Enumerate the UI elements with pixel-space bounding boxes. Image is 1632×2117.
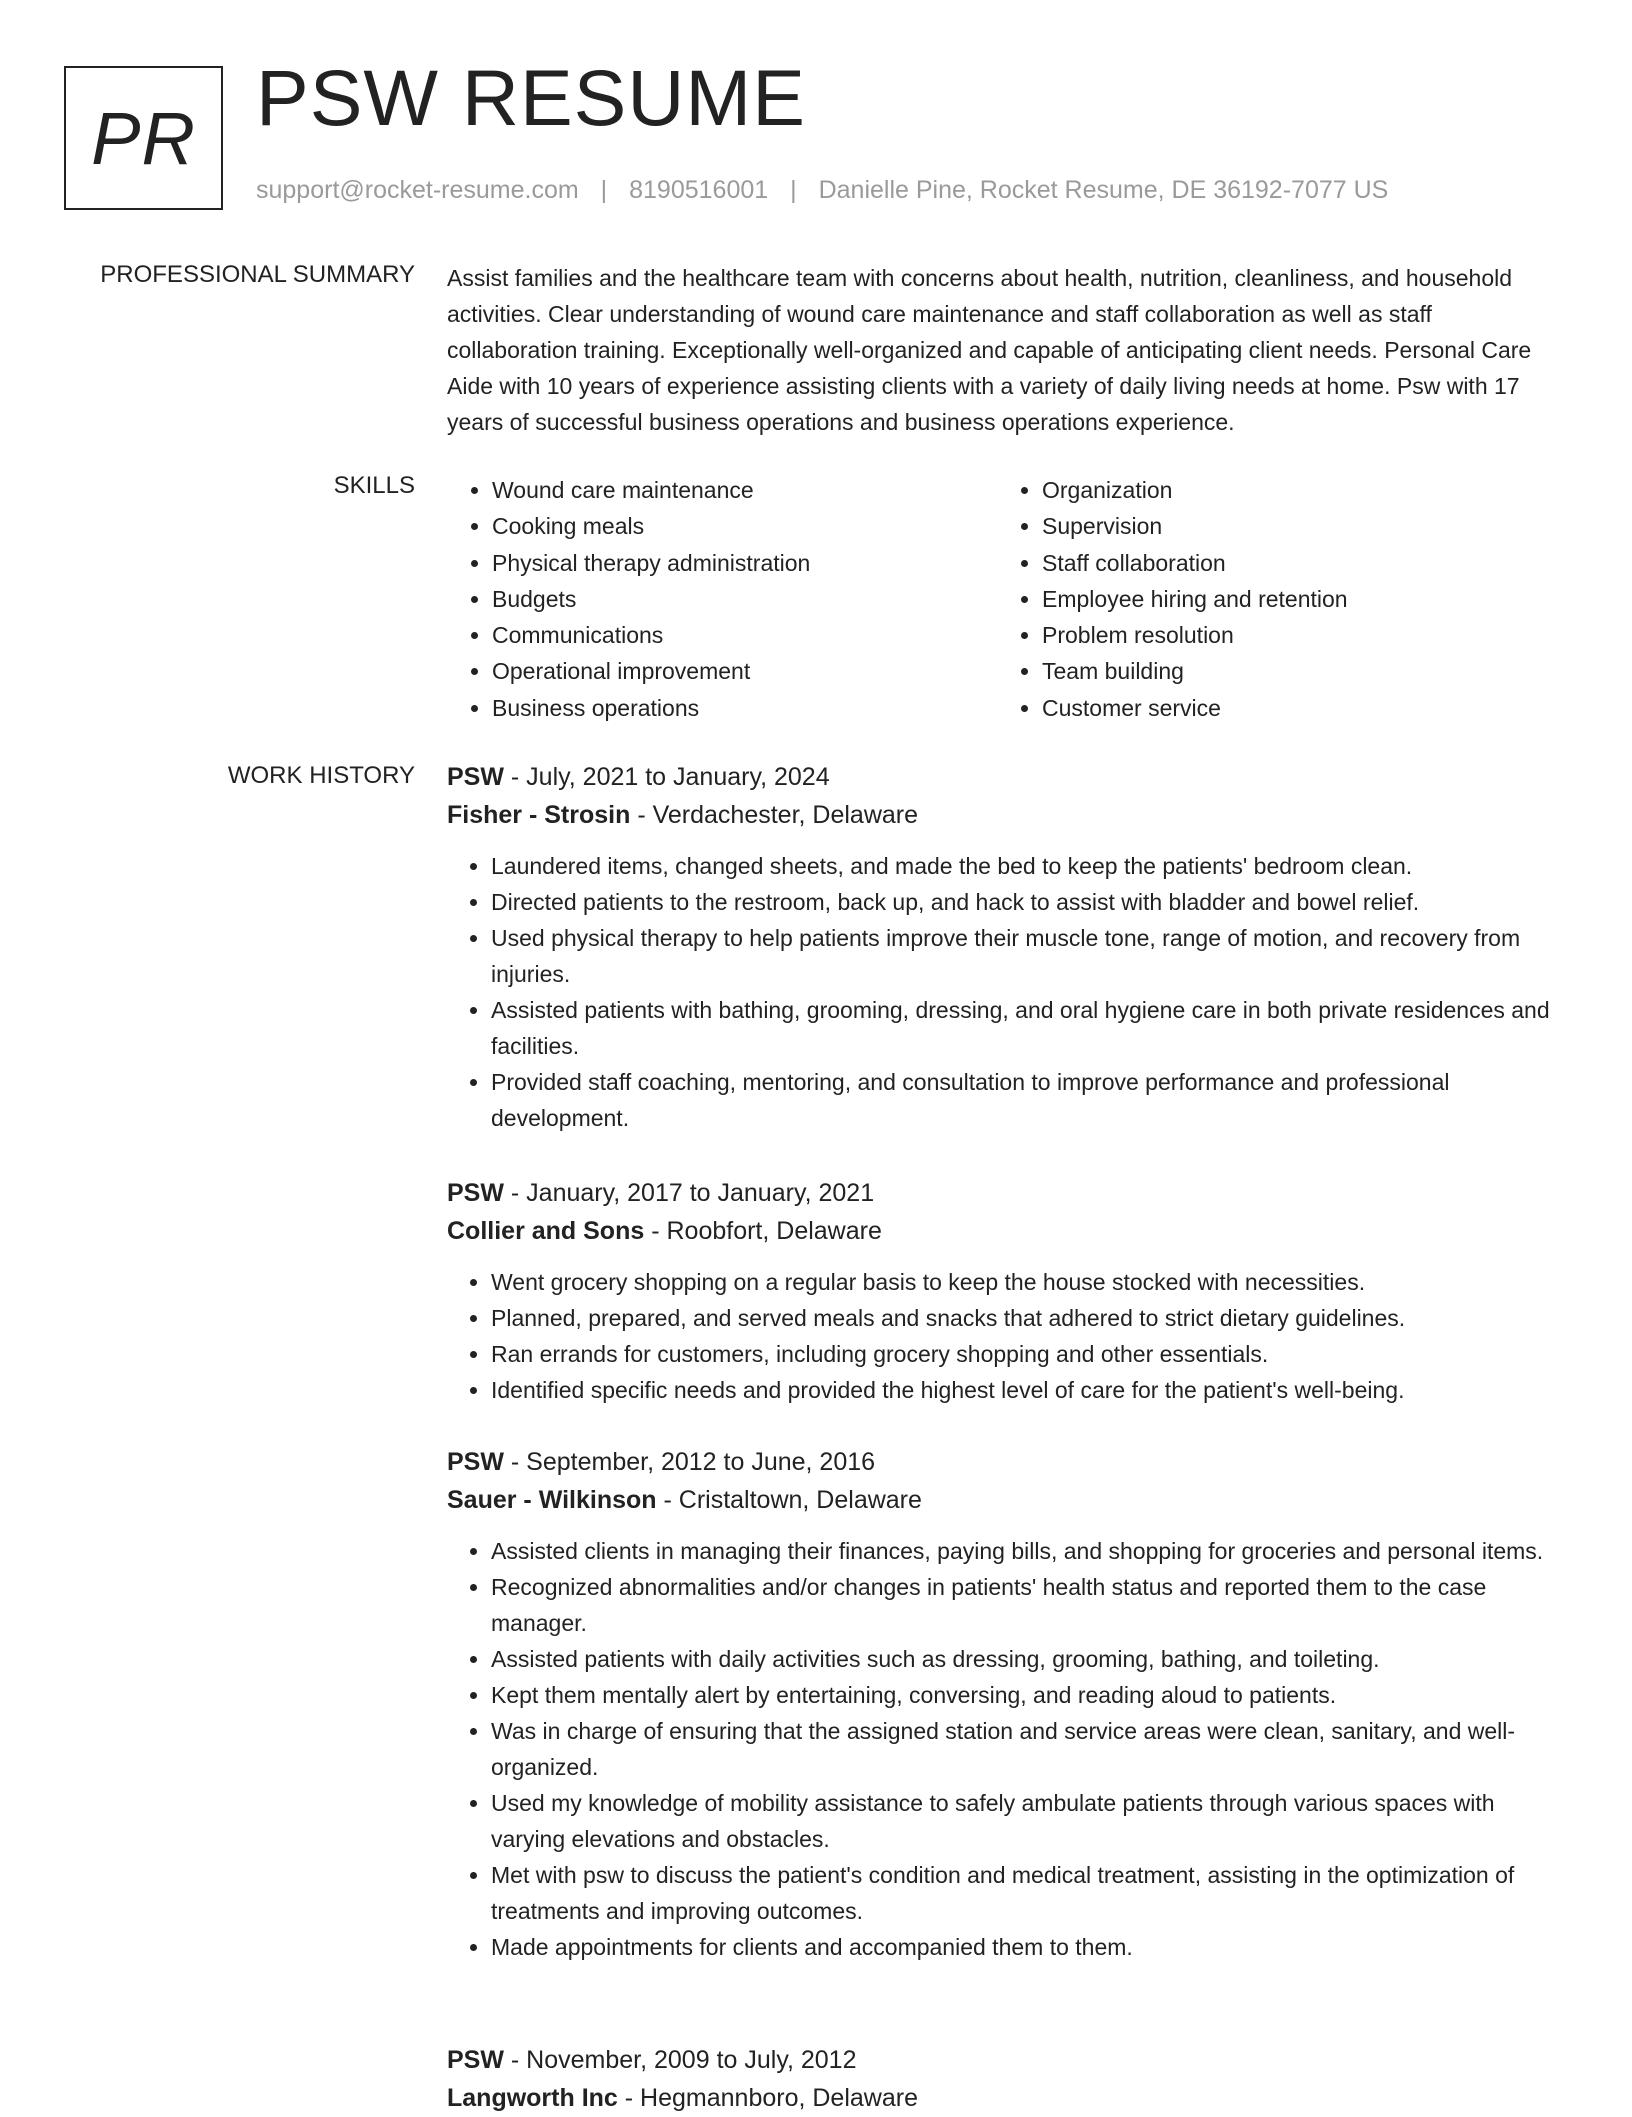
job-bullet: • Planned, prepared, and served meals and snacks that adhered to strict dietary guidelines. — [491, 1300, 1567, 1336]
job-bullet: • Assisted clients in managing their finances, paying bills, and shopping for groceries and personal items. — [491, 1533, 1567, 1569]
job-bullets — [447, 1264, 1567, 1408]
skill-item: • Budgets — [492, 581, 810, 617]
skill-item: • Team building — [1042, 653, 1348, 689]
job-dates: - September, 2012 to June, 2016 — [503, 1448, 876, 1476]
job-bullet: • Directed patients to the restroom, back up, and hack to assist with bladder and bowel relief. — [491, 884, 1567, 920]
contact-email[interactable]: support@rocket-resume.com — [256, 176, 579, 204]
job-title-line — [447, 2041, 1567, 2079]
work-history-heading: WORK HISTORY — [227, 762, 415, 789]
job-entry — [447, 1443, 1567, 1965]
monogram-logo — [64, 66, 223, 210]
skill-item: • Physical therapy administration — [492, 545, 810, 581]
contact-line — [256, 176, 1388, 205]
skill-item: • Business operations — [492, 690, 810, 726]
contact-phone[interactable]: 8190516001 — [629, 176, 769, 204]
monogram-text: PR — [91, 96, 196, 180]
job-company-line — [447, 1481, 1567, 1519]
job-dates: - July, 2021 to January, 2024 — [503, 763, 830, 791]
job-bullets — [447, 848, 1567, 1136]
job-bullet: • Was in charge of ensuring that the assigned station and service areas were clean, sanitary, and well-organized. — [491, 1713, 1567, 1785]
job-dates: - November, 2009 to July, 2012 — [503, 2046, 857, 2074]
contact-address: Danielle Pine, Rocket Resume, DE 36192-7077 US — [818, 176, 1389, 204]
job-bullet: • Made appointments for clients and accompanied them to them. — [491, 1929, 1567, 1965]
skills-heading: SKILLS — [333, 472, 415, 499]
skill-item: • Supervision — [1042, 508, 1348, 544]
job-company-line — [447, 1212, 1567, 1250]
contact-separator: | — [600, 176, 608, 204]
job-title-line — [447, 758, 1567, 796]
job-bullet: • Recognized abnormalities and/or changes in patients' health status and reported them to the case manager. — [491, 1569, 1567, 1641]
skill-item: • Operational improvement — [492, 653, 810, 689]
skill-item: • Customer service — [1042, 690, 1348, 726]
job-bullet: • Used physical therapy to help patients improve their muscle tone, range of motion, and recovery from injuries. — [491, 920, 1567, 992]
job-bullet: • Identified specific needs and provided the highest level of care for the patient's well-being. — [491, 1372, 1567, 1408]
job-company-line — [447, 796, 1567, 834]
job-location: - Cristaltown, Delaware — [656, 1486, 922, 1514]
job-bullet: • Laundered items, changed sheets, and made the bed to keep the patients' bedroom clean. — [491, 848, 1567, 884]
summary-heading: PROFESSIONAL SUMMARY — [100, 261, 415, 288]
job-bullet: • Used my knowledge of mobility assistance to safely ambulate patients through various spaces with varying elevations and obstacles. — [491, 1785, 1567, 1857]
job-entry — [447, 758, 1567, 1136]
job-location: - Hegmannboro, Delaware — [617, 2084, 918, 2112]
job-bullet: • Assisted patients with bathing, grooming, dressing, and oral hygiene care in both private residences and facilities. — [491, 992, 1567, 1064]
job-company: Collier and Sons — [447, 1217, 645, 1245]
job-title: PSW — [447, 1448, 504, 1476]
skill-item: • Problem resolution — [1042, 617, 1348, 653]
job-bullets — [447, 1533, 1567, 1965]
job-title-line — [447, 1174, 1567, 1212]
skills-list-left — [448, 472, 810, 726]
skills-list-right — [998, 472, 1348, 726]
job-title: PSW — [447, 2046, 504, 2074]
job-bullet: • Ran errands for customers, including grocery shopping and other essentials. — [491, 1336, 1567, 1372]
job-company: Fisher - Strosin — [447, 801, 631, 829]
job-title-line — [447, 1443, 1567, 1481]
job-dates: - January, 2017 to January, 2021 — [503, 1179, 875, 1207]
skill-item: • Wound care maintenance — [492, 472, 810, 508]
contact-separator: | — [790, 176, 797, 204]
job-company: Langworth Inc — [447, 2084, 618, 2112]
skill-item: • Organization — [1042, 472, 1348, 508]
job-entry — [447, 2041, 1567, 2117]
summary-text: Assist families and the healthcare team with concerns about health, nutrition, cleanliness, and household activities. Clear understanding of wound care maintenance and staff collaboration as well as staff collaboration training. Exceptionally well-organized and capable of anticipating client needs. Personal Care Aide with 10 years of experience assisting clients with a variety of daily living needs at home. Psw with 17 years of successful business operations and business operations experience. — [447, 265, 1532, 435]
job-location: - Roobfort, Delaware — [644, 1217, 882, 1245]
job-company: Sauer - Wilkinson — [447, 1486, 657, 1514]
job-company-line — [447, 2079, 1567, 2117]
job-title: PSW — [447, 763, 504, 791]
job-bullet: • Provided staff coaching, mentoring, and consultation to improve performance and professional development. — [491, 1064, 1567, 1136]
skill-item: • Staff collaboration — [1042, 545, 1348, 581]
job-bullet: • Kept them mentally alert by entertaining, conversing, and reading aloud to patients. — [491, 1677, 1567, 1713]
job-bullet: • Met with psw to discuss the patient's condition and medical treatment, assisting in the optimization of treatments and improving outcomes. — [491, 1857, 1567, 1929]
job-location: - Verdachester, Delaware — [630, 801, 919, 829]
skill-item: • Communications — [492, 617, 810, 653]
job-bullet: • Assisted patients with daily activities such as dressing, grooming, bathing, and toileting. — [491, 1641, 1567, 1677]
skill-item: • Cooking meals — [492, 508, 810, 544]
resume-title: PSW RESUME — [256, 53, 806, 142]
job-entry — [447, 1174, 1567, 1408]
skill-item: • Employee hiring and retention — [1042, 581, 1348, 617]
job-title: PSW — [447, 1179, 504, 1207]
job-bullet: • Went grocery shopping on a regular basis to keep the house stocked with necessities. — [491, 1264, 1567, 1300]
